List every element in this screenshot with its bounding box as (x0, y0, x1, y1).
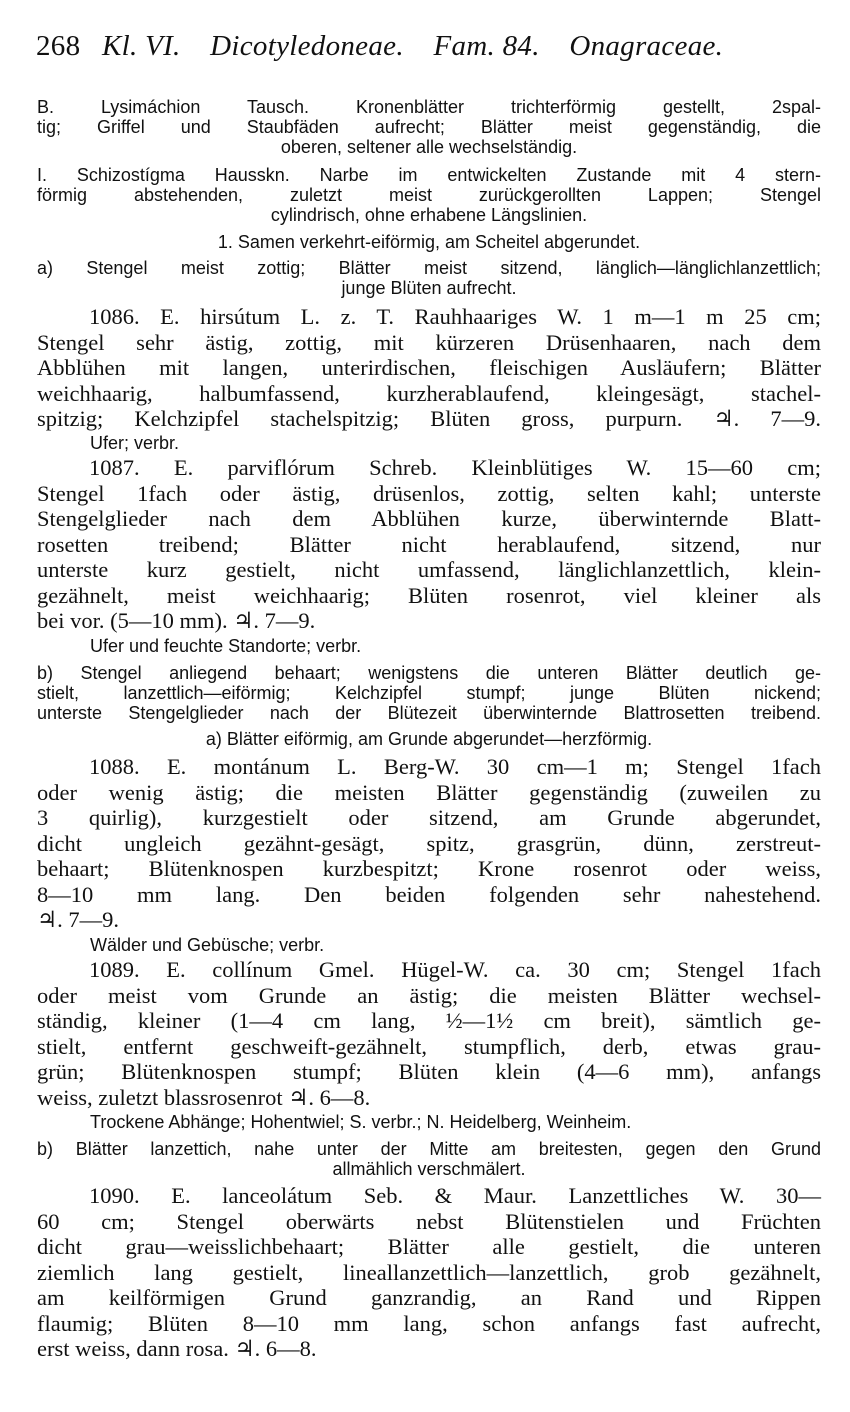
header-subclass: Dicotyledoneae. (210, 30, 404, 62)
text-line: I. Schizostígma Hausskn. Narbe im entwickelten Zustande mit 4 stern- (37, 165, 821, 185)
page-number: 268 (36, 30, 81, 62)
text-line: unterste kurz gestielt, nicht umfassend, länglichlanzettlich, klein- (37, 557, 821, 582)
text-line: ständig, kleiner (1—4 cm lang, ½—1½ cm breit), sämtlich ge- (37, 1008, 821, 1033)
text-line: cylindrisch, ohne erhabene Längslinien. (270, 205, 588, 225)
species-heading: 1090. E. lanceolátum Seb. & Maur. Lanzettliches W. 30— (89, 1183, 821, 1208)
habitat-1089: Trockene Abhänge; Hohentwiel; S. verbr.; N. Heidelberg, Weinheim. (90, 1112, 632, 1132)
habitat-1086: Ufer; verbr. (90, 433, 180, 453)
text-line: förmig abstehenden, zuletzt meist zurückgerollten Lappen; Stengel (37, 185, 821, 205)
text-line: a) Stengel meist zottig; Blätter meist sitzend, länglich—länglichlanzettlich; (37, 258, 821, 278)
key-a-stem-hairy (37, 258, 821, 298)
text-line: b) Stengel anliegend behaart; wenigstens die unteren Blätter deutlich ge- (37, 663, 821, 683)
running-header (36, 30, 816, 63)
text-line: ♃. 7—9. (37, 907, 120, 932)
header-class: Kl. VI. (101, 30, 181, 62)
text-line: stielt, entfernt geschweift-gezähnelt, stumpflich, derb, etwas grau- (37, 1033, 821, 1059)
key-a-leaves-ovate: a) Blätter eiförmig, am Grunde abgerundet—herzförmig. (205, 729, 653, 749)
text-line: spitzig; Kelchzipfel stachelspitzig; Blüten gross, purpurn. ♃. 7—9. (37, 406, 821, 431)
text-line: Stengel 1fach oder ästig, drüsenlos, zottig, selten kahl; unterste (37, 480, 821, 506)
key-b-stem-appressed (37, 663, 821, 723)
text-line: b) Blätter lanzettich, nahe unter der Mitte am breitesten, gegen den Grund (37, 1139, 821, 1159)
species-heading: 1089. E. collínum Gmel. Hügel-W. ca. 30 cm; Stengel 1fach (89, 957, 821, 982)
text-line: ziemlich lang gestielt, lineallanzettlich—lanzettlich, grob gezähnelt, (37, 1259, 821, 1285)
habitat-1088: Wälder und Gebüsche; verbr. (90, 935, 325, 955)
text-line: bei vor. (5—10 mm). ♃. 7—9. (37, 608, 316, 633)
text-line: behaart; Blütenknospen kurzbespitzt; Krone rosenrot oder weiss, (37, 856, 821, 881)
species-heading: 1088. E. montánum L. Berg-W. 30 cm—1 m; Stengel 1fach (89, 754, 821, 779)
section-i-schizostigma (37, 165, 821, 225)
text-line: weichhaarig, halbumfassend, kurzherablaufend, kleingesägt, stachel- (37, 380, 821, 406)
text-line: junge Blüten aufrecht. (341, 278, 517, 298)
text-line: dicht ungleich gezähnt-gesägt, spitz, grasgrün, dünn, zerstreut- (37, 830, 821, 856)
text-line: tig; Griffel und Staubfäden aufrecht; Blätter meist gegenständig, die (37, 117, 821, 137)
text-line: B. Lysimáchion Tausch. Kronenblätter trichterförmig gestellt, 2spal- (37, 97, 821, 117)
text-line: 3 quirlig), kurzgestielt oder sitzend, am Grunde abgerundet, (37, 805, 821, 830)
header-family-number: Fam. 84. (433, 30, 540, 62)
habitat-1087: Ufer und feuchte Standorte; verbr. (90, 636, 362, 656)
text-line: oder meist vom Grunde an ästig; die meisten Blätter wechsel- (37, 982, 821, 1008)
text-line: Abblühen mit langen, unterirdischen, fleischigen Ausläufern; Blätter (37, 355, 821, 380)
text-line: gezähnelt, meist weichhaarig; Blüten rosenrot, viel kleiner als (37, 582, 821, 608)
text-line: oder wenig ästig; die meisten Blätter gegenständig (zuweilen zu (37, 779, 821, 805)
text-line: am keilförmigen Grund ganzrandig, an Rand und Rippen (37, 1285, 821, 1310)
text-line: weiss, zuletzt blassrosenrot ♃. 6—8. (37, 1084, 371, 1110)
text-line: 60 cm; Stengel oberwärts nebst Blütenstielen und Früchten (37, 1208, 821, 1234)
text-line: allmählich verschmälert. (332, 1159, 526, 1179)
text-line: grün; Blütenknospen stumpf; Blüten klein (4—6 mm), anfangs (37, 1059, 821, 1084)
text-line: stielt, lanzettlich—eiförmig; Kelchzipfel stumpf; junge Blüten nickend; (37, 683, 821, 703)
species-1086-hirsutum (37, 304, 821, 432)
header-family-name: Onagraceae. (569, 30, 724, 62)
text-line: 8—10 mm lang. Den beiden folgenden sehr nahestehend. (37, 881, 821, 907)
species-1088-montanum (37, 754, 821, 933)
text-line: flaumig; Blüten 8—10 mm lang, schon anfangs fast aufrecht, (37, 1310, 821, 1336)
key-1-seeds: 1. Samen verkehrt-eiförmig, am Scheitel abgerundet. (217, 232, 641, 252)
species-1089-collinum (37, 957, 821, 1110)
species-heading: 1087. E. parviflórum Schreb. Kleinblütiges W. 15—60 cm; (89, 455, 821, 480)
species-heading: 1086. E. hirsútum L. z. T. Rauhhaariges W. 1 m—1 m 25 cm; (89, 304, 821, 329)
text-line: oberen, seltener alle wechselständig. (280, 137, 578, 157)
species-1090-lanceolatum (37, 1183, 821, 1362)
text-line: unterste Stengelglieder nach der Blütezeit überwinternde Blattrosetten treibend. (37, 703, 821, 723)
text-line: erst weiss, dann rosa. ♃. 6—8. (37, 1336, 317, 1361)
key-b-leaves-lanceolate (37, 1139, 821, 1179)
text-line: Stengel sehr ästig, zottig, mit kürzeren Drüsenhaaren, nach dem (37, 329, 821, 355)
species-1087-parviflorum (37, 455, 821, 634)
text-line: dicht grau—weisslichbehaart; Blätter alle gestielt, die unteren (37, 1234, 821, 1259)
section-b-lysimachion (37, 97, 821, 157)
text-line: Stengelglieder nach dem Abblühen kurze, überwinternde Blatt- (37, 506, 821, 531)
text-line: rosetten treibend; Blätter nicht herablaufend, sitzend, nur (37, 531, 821, 557)
